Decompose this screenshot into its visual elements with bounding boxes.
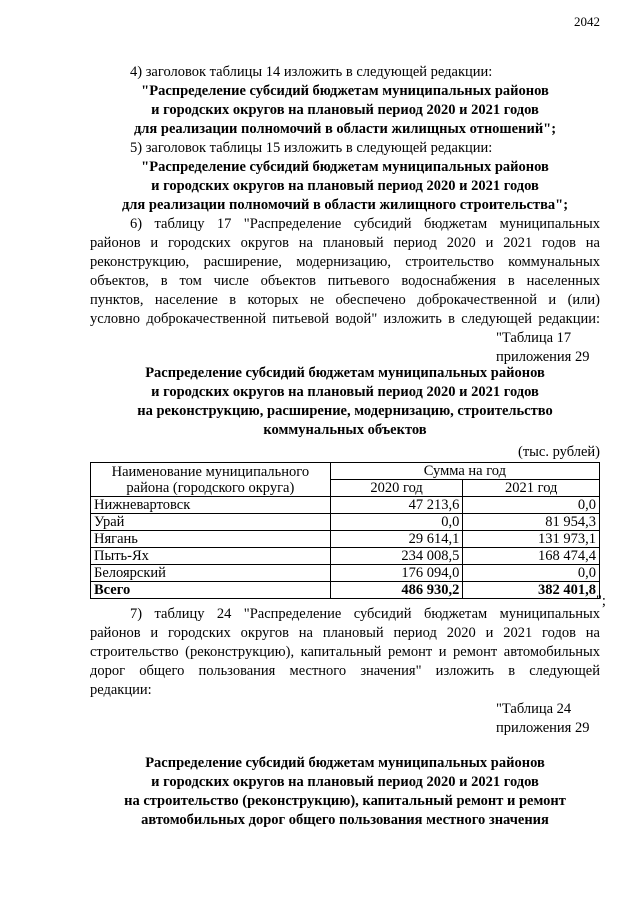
item6-line-5: пунктов, население в которых не обеспечено доброкачественной и (или)	[90, 292, 600, 308]
item5-title-line-3: для реализации полномочий в области жилищного строительства";	[121, 197, 569, 213]
table-row	[91, 548, 600, 565]
item6-line-4: объектов, в том числе объектов питьевого водоснабжения в населенных	[90, 273, 600, 289]
item7-line-2: районов и городских округов на плановый период 2020 и 2021 годов на	[90, 625, 600, 641]
item5-title-line-2: и городских округов на плановый период 2020 и 2021 годов	[151, 178, 539, 194]
table17	[90, 462, 600, 599]
table-row	[91, 565, 600, 582]
row-value-2020: 47 213,6	[330, 497, 463, 514]
table24-title-line-4: автомобильных дорог общего пользования местного значения	[141, 812, 549, 828]
row-value-2020: 0,0	[330, 514, 463, 531]
item6-line-6: условно доброкачественной питьевой водой" изложить в следующей редакции:	[90, 311, 600, 327]
table17-ref-line-1: "Таблица 17	[496, 330, 572, 346]
header-group-cell: Сумма на год	[330, 463, 599, 480]
row-name: Нижневартовск	[91, 497, 331, 514]
row-value-2021: 131 973,1	[463, 531, 600, 548]
table17-closing-mark: ";	[596, 593, 606, 609]
header-year-2020: 2020 год	[330, 480, 463, 497]
row-value-2021: 0,0	[463, 497, 600, 514]
item7-line-5: редакции:	[90, 682, 152, 698]
total-value-2020: 486 930,2	[330, 582, 463, 599]
row-name: Нягань	[91, 531, 331, 548]
table24-ref-line-1: "Таблица 24	[496, 701, 572, 717]
row-value-2020: 29 614,1	[330, 531, 463, 548]
total-name: Всего	[91, 582, 331, 599]
table17-title-line-3: на реконструкцию, расширение, модернизацию, строительство	[137, 403, 553, 419]
table24-title-line-2: и городских округов на плановый период 2020 и 2021 годов	[151, 774, 539, 790]
table17-title-line-2: и городских округов на плановый период 2020 и 2021 годов	[151, 384, 539, 400]
item7-line-4: дорог общего пользования местного значения" изложить в следующей	[90, 663, 600, 679]
table24-title-line-1: Распределение субсидий бюджетам муниципальных районов	[145, 755, 545, 771]
header-name-cell	[91, 463, 331, 497]
row-name: Пыть-Ях	[91, 548, 331, 565]
header-name-line-1: Наименование муниципального	[111, 463, 310, 480]
total-value-2021: 382 401,8	[463, 582, 600, 599]
header-name-line-2: района (городского округа)	[126, 479, 295, 496]
item7-line-1: 7) таблицу 24 "Распределение субсидий бюджетам муниципальных	[130, 606, 600, 622]
item6-line-3: реконструкцию, расширение, модернизацию, строительство коммунальных	[90, 254, 600, 270]
row-value-2020: 234 008,5	[330, 548, 463, 565]
item4-title-line-3: для реализации полномочий в области жилищных отношений";	[133, 121, 557, 137]
item4-intro: 4) заголовок таблицы 14 изложить в следующей редакции:	[130, 64, 493, 80]
row-value-2020: 176 094,0	[330, 565, 463, 582]
table17-unit: (тыс. рублей)	[518, 444, 600, 460]
table-header-row	[91, 463, 600, 480]
table17-title-line-1: Распределение субсидий бюджетам муниципальных районов	[145, 365, 545, 381]
row-name: Белоярский	[91, 565, 331, 582]
page-number: 2042	[574, 14, 600, 29]
table17-title-line-4: коммунальных объектов	[263, 422, 427, 438]
item5-title-line-1: "Распределение субсидий бюджетам муниципальных районов	[141, 159, 549, 175]
item7-line-3: строительство (реконструкцию), капитальный ремонт и ремонт автомобильных	[90, 644, 600, 660]
row-value-2021: 81 954,3	[463, 514, 600, 531]
item4-title-line-1: "Распределение субсидий бюджетам муниципальных районов	[141, 83, 549, 99]
table-total-row	[91, 582, 600, 599]
item4-title-line-2: и городских округов на плановый период 2020 и 2021 годов	[151, 102, 539, 118]
item5-intro: 5) заголовок таблицы 15 изложить в следующей редакции:	[130, 140, 493, 156]
item6-line-2: районов и городских округов на плановый период 2020 и 2021 годов на	[90, 235, 600, 251]
table24-title-line-3: на строительство (реконструкцию), капитальный ремонт и ремонт	[124, 793, 566, 809]
table-row	[91, 514, 600, 531]
table-row	[91, 497, 600, 514]
table24-ref-line-2: приложения 29	[496, 720, 590, 736]
header-year-2021: 2021 год	[463, 480, 600, 497]
table-row	[91, 531, 600, 548]
table17-ref-line-2: приложения 29	[496, 349, 590, 365]
row-name: Урай	[91, 514, 331, 531]
item6-line-1: 6) таблицу 17 "Распределение субсидий бюджетам муниципальных	[130, 216, 600, 232]
row-value-2021: 168 474,4	[463, 548, 600, 565]
row-value-2021: 0,0	[463, 565, 600, 582]
